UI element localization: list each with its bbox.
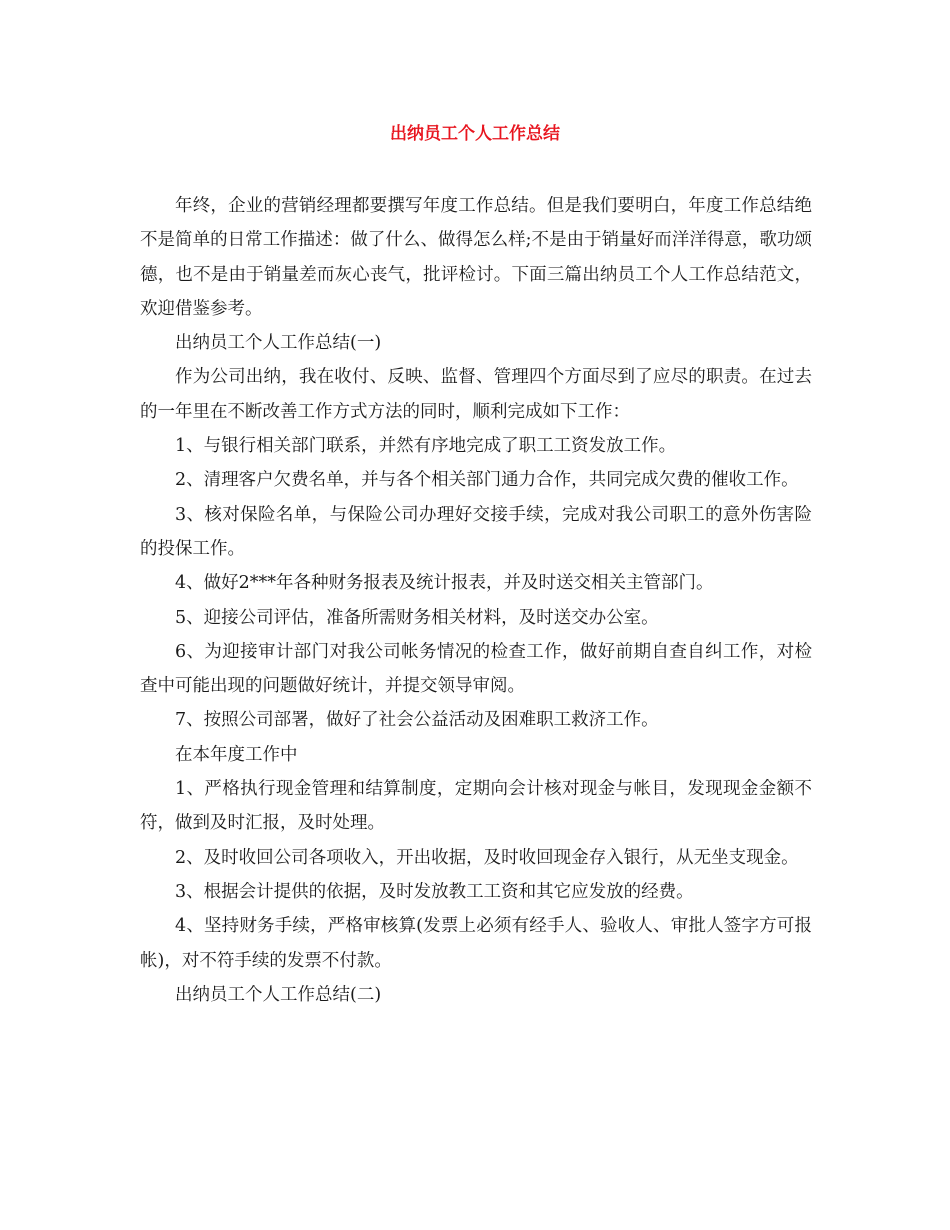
list-item: 1、严格执行现金管理和结算制度，定期向会计核对现金与帐目，发现现金金额不符，做到及时汇报，及时处理。	[140, 779, 812, 834]
list-item: 3、核对保险名单，与保险公司办理好交接手续，完成对我公司职工的意外伤害险的投保工作。	[140, 504, 812, 559]
section-heading-1: 出纳员工个人工作总结(一)	[175, 333, 382, 354]
list-item: 4、坚持财务手续，严格审核算(发票上必须有经手人、验收人、审批人签字方可报帐)，对不符手续的发票不付款。	[140, 916, 812, 971]
list-item: 4、做好2***年各种财务报表及统计报表，并及时送交相关主管部门。	[175, 573, 714, 594]
subsection-heading: 在本年度工作中	[175, 744, 298, 765]
list-item: 3、根据会计提供的依据，及时发放教工工资和其它应发放的经费。	[175, 881, 694, 902]
list-item: 2、清理客户欠费名单，并与各个相关部门通力合作，共同完成欠费的催收工作。	[175, 470, 799, 491]
list-item: 5、迎接公司评估，准备所需财务相关材料，及时送交办公室。	[175, 607, 659, 628]
paragraph-intro: 年终，企业的营销经理都要撰写年度工作总结。但是我们要明白，年度工作总结绝不是简单的日常工作描述：做了什么、做得怎么样;不是由于销量好而洋洋得意，歌功颂德，也不是由于销量差而灰心丧气，批评检讨。下面三篇出纳员工个人工作总结范文，欢迎借鉴参考。	[140, 196, 812, 319]
list-item: 6、为迎接审计部门对我公司帐务情况的检查工作，做好前期自查自纠工作，对检查中可能出现的问题做好统计，并提交领导审阅。	[140, 641, 812, 697]
list-item: 7、按照公司部署，做好了社会公益活动及困难职工救济工作。	[175, 710, 659, 731]
paragraph: 作为公司出纳，我在收付、反映、监督、管理四个方面尽到了应尽的职责。在过去的一年里在不断改善工作方式方法的同时，顺利完成如下工作：	[140, 367, 812, 422]
document-body	[140, 189, 812, 1012]
list-item: 1、与银行相关部门联系，并然有序地完成了职工工资发放工作。	[175, 436, 677, 457]
list-item: 2、及时收回公司各项收入，开出收据，及时收回现金存入银行，从无坐支现金。	[175, 847, 799, 868]
section-heading-2: 出纳员工个人工作总结(二)	[175, 984, 382, 1005]
document-title: 出纳员工个人工作总结	[390, 124, 560, 144]
